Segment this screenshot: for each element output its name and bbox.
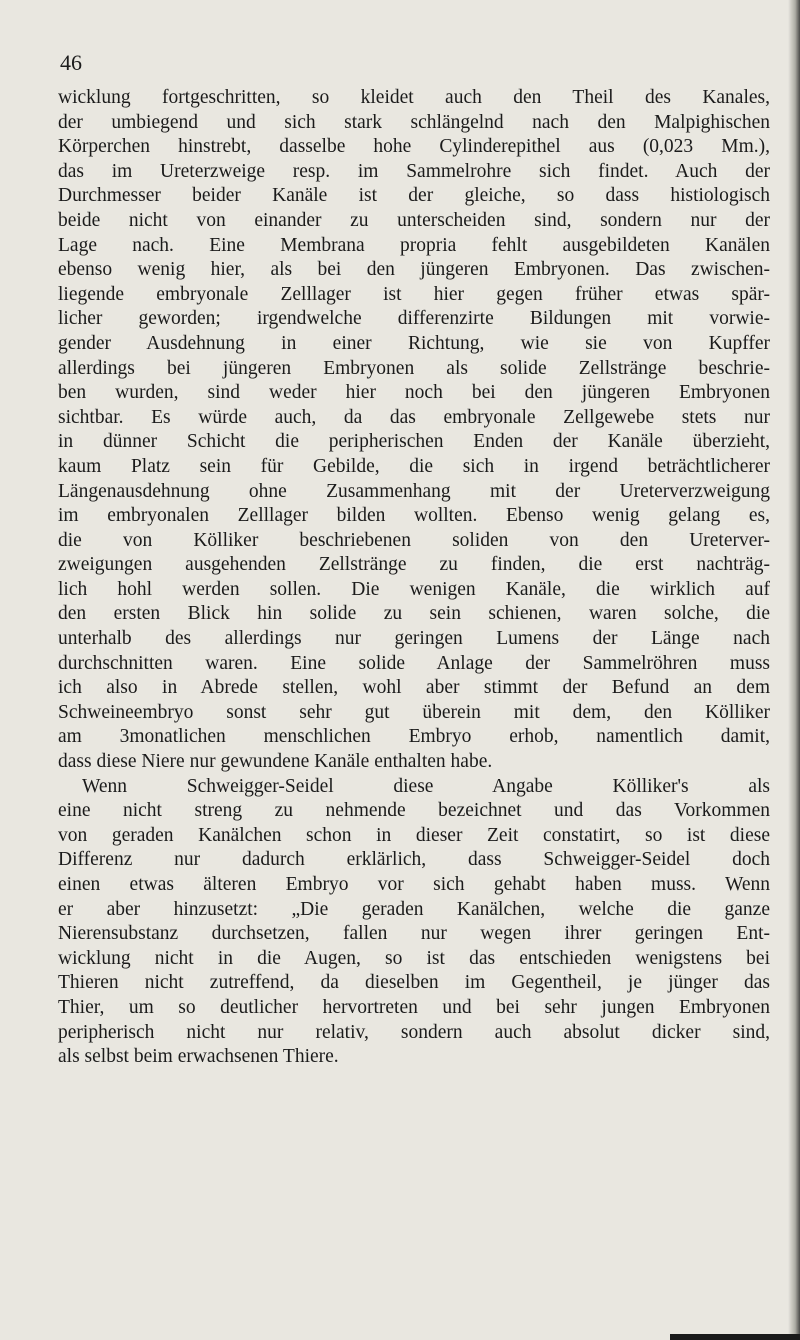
text-line: Lage nach. Eine Membrana propria fehlt ausgebildeten Kanälen [58, 234, 770, 256]
text-line: lich hohl werden sollen. Die wenigen Kanäle, die wirklich auf [58, 578, 770, 600]
text-line: beide nicht von einander zu unterscheiden sind, sondern nur der [58, 209, 770, 231]
text-line: gender Ausdehnung in einer Richtung, wie sie von Kupffer [58, 332, 770, 354]
text-line: kaum Platz sein für Gebilde, die sich in irgend beträchtlicherer [58, 455, 770, 477]
text-line: Längenausdehnung ohne Zusammenhang mit der Ureterverzweigung [58, 480, 770, 502]
text-line: wicklung nicht in die Augen, so ist das entschieden wenigstens bei [58, 947, 770, 969]
text-line: unterhalb des allerdings nur geringen Lumens der Länge nach [58, 628, 770, 650]
page-edge-shadow [788, 0, 800, 1340]
text-line: peripherisch nicht nur relativ, sondern auch absolut dicker sind, [58, 1021, 770, 1043]
text-line: ebenso wenig hier, als bei den jüngeren Embryonen. Das zwischen- [58, 259, 770, 281]
text-line: Thieren nicht zutreffend, da dieselben im Gegentheil, je jünger das [58, 972, 770, 994]
text-line: die von Kölliker beschriebenen soliden von den Ureterver- [58, 529, 770, 551]
text-line: Durchmesser beider Kanäle ist der gleiche, so dass histiologisch [58, 185, 770, 207]
text-line: Wenn Schweigger-Seidel diese Angabe Kölliker's als [82, 775, 770, 797]
text-line: allerdings bei jüngeren Embryonen als solide Zellstränge beschrie- [58, 357, 770, 379]
page-number: 46 [60, 50, 82, 75]
text-line: das im Ureterzweige resp. im Sammelrohre sich findet. Auch der [58, 160, 770, 182]
text-line: sichtbar. Es würde auch, da das embryonale Zellgewebe stets nur [58, 406, 770, 428]
text-line: Körperchen hinstrebt, dasselbe hohe Cylinderepithel aus (0,023 Mm.), [58, 136, 770, 158]
body-text [58, 86, 770, 1070]
text-line: von geraden Kanälchen schon in dieser Zeit constatirt, so ist diese [58, 824, 770, 846]
text-line: Differenz nur dadurch erklärlich, dass Schweigger-Seidel doch [58, 849, 770, 871]
text-line: wicklung fortgeschritten, so kleidet auch den Theil des Kanales, [58, 87, 770, 108]
text-line: zweigungen ausgehenden Zellstränge zu finden, die erst nachträg- [58, 554, 770, 576]
text-line: er aber hinzusetzt: „Die geraden Kanälchen, welche die ganze [58, 898, 770, 920]
text-line: einen etwas älteren Embryo vor sich gehabt haben muss. Wenn [58, 874, 770, 895]
page-bottom-edge [670, 1334, 800, 1340]
text-line: der umbiegend und sich stark schlängelnd nach den Malpighischen [58, 111, 770, 133]
text-line: Nierensubstanz durchsetzen, fallen nur wegen ihrer geringen Ent- [58, 923, 770, 945]
text-line: Schweineembryo sonst sehr gut überein mit dem, den Kölliker [58, 701, 770, 723]
text-line: in dünner Schicht die peripherischen Enden der Kanäle überzieht, [58, 431, 770, 453]
text-line: ben wurden, sind weder hier noch bei den jüngeren Embryonen [58, 382, 770, 404]
text-line: am 3monatlichen menschlichen Embryo erhob, namentlich damit, [58, 726, 770, 748]
text-line: den ersten Blick hin solide zu sein schienen, waren solche, die [58, 603, 770, 625]
text-line: ich also in Abrede stellen, wohl aber stimmt der Befund an dem [58, 677, 770, 699]
text-line: als selbst beim erwachsenen Thiere. [58, 1046, 339, 1068]
text-line: liegende embryonale Zelllager ist hier gegen früher etwas spär- [58, 283, 770, 305]
text-line: licher geworden; irgendwelche differenzirte Bildungen mit vorwie- [58, 308, 770, 330]
text-line: eine nicht streng zu nehmende bezeichnet und das Vorkommen [58, 800, 770, 822]
text-line: dass diese Niere nur gewundene Kanäle enthalten habe. [58, 751, 493, 773]
text-line: im embryonalen Zelllager bilden wollten. Ebenso wenig gelang es, [58, 505, 770, 527]
text-line: durchschnitten waren. Eine solide Anlage der Sammelröhren muss [58, 652, 770, 674]
text-line: Thier, um so deutlicher hervortreten und bei sehr jungen Embryonen [58, 996, 770, 1018]
